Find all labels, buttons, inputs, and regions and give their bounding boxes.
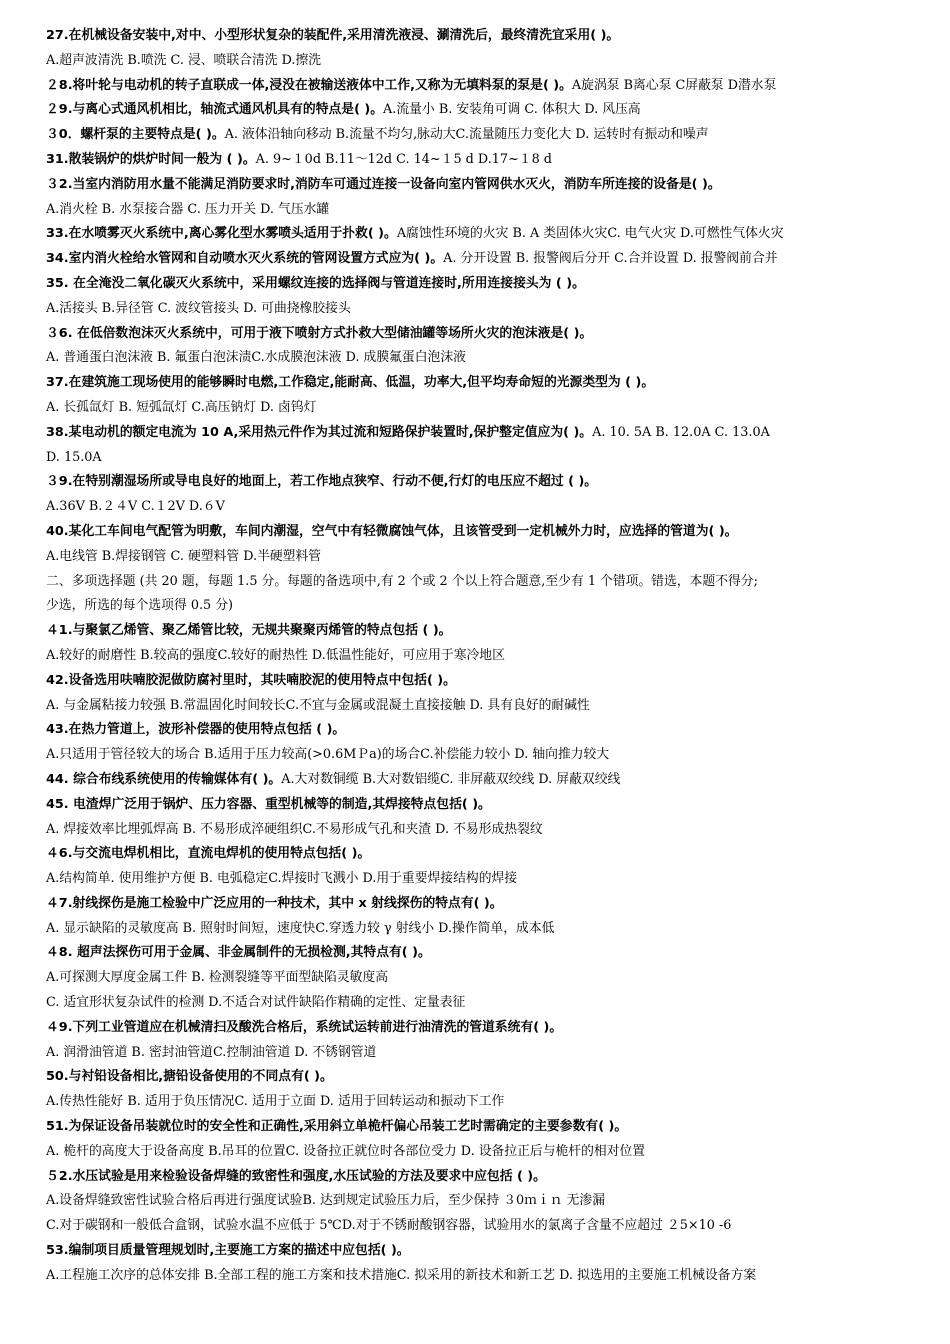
option-text: A. 10. 5A B. 12.0A C. 13.0A (592, 424, 770, 440)
text-line (46, 396, 912, 421)
question-text: ２8.将叶轮与电动机的转子直联成一体,浸没在被输送液体中工作,又称为无填料泵的泵是( )。 (46, 77, 572, 93)
text-line (46, 222, 912, 247)
text-line (46, 470, 912, 495)
option-text: A. 普通蛋白泡沫液 B. 氟蛋白泡沫渍C.水成膜泡沫液 D. 成膜氟蛋白泡沫液 (46, 350, 466, 366)
option-text: A. 液体沿轴向移动 B.流量不均匀,脉动大C.流量随压力变化大 D. 运转时有振动和噪声 (224, 127, 709, 143)
text-line (46, 1115, 912, 1140)
option-text: A.较好的耐磨性 B.较高的强度C.较好的耐热性 D.低温性能好，可应用于寒冷地区 (46, 647, 505, 663)
question-text: ４6.与交流电焊机相比，直流电焊机的使用特点包括( )。 (46, 846, 371, 862)
option-text: A. 9~１0d B.11～12d C. 14~１5 d D.17~１8 d (255, 151, 552, 167)
question-text: 50.与衬铅设备相比,搪铅设备使用的不同点有( )。 (46, 1069, 333, 1085)
option-text: A旋涡泵 B离心泵 C屏蔽泵 D潜水泵 (571, 77, 777, 93)
option-text: A. 桅杆的高度大于设备高度 B.吊耳的位置C. 设备拉正就位时各部位受力 D. 设备拉正后与桅杆的相对位置 (46, 1143, 646, 1159)
text-line (46, 793, 912, 818)
question-text: 40.某化工车间电气配管为明敷，车间内潮湿，空气中有轻微腐蚀气体，且该管受到一定机械外力时，应选择的管道为( )。 (46, 523, 738, 539)
text-line (46, 1264, 912, 1289)
option-text: A. 长孤氙灯 B. 短弧氙灯 C.高压钠灯 D. 卤钨灯 (46, 399, 317, 415)
question-text: ３2.当室内消防用水量不能满足消防要求时,消防车可通过连接一设备向室内管网供水灭火，消防车所连接的设备是( )。 (46, 176, 721, 192)
question-text: ４1.与聚氯乙烯管、聚乙烯管比较，无规共聚聚丙烯管的特点包括 ( )。 (46, 623, 452, 639)
text-line (46, 346, 912, 371)
option-text: A腐蚀性环境的火灾 B. A 类固体火灾C. 电气火灾 D.可燃性气体火灾 (396, 226, 784, 242)
option-text: A.可探测大厚度金属工件 B. 检测裂缝等平面型缺陷灵敏度高 (46, 970, 389, 986)
option-text: A.超声波清洗 B.喷洗 C. 浸、喷联合清洗 D.擦洗 (46, 52, 322, 68)
text-line (46, 123, 912, 148)
option-text: A.工程施工次序的总体安排 B.全部工程的施工方案和技术措施C. 拟采用的新技术和新工艺 D. 拟选用的主要施工机械设备方案 (46, 1267, 757, 1283)
text-line (46, 966, 912, 991)
text-line (46, 718, 912, 743)
text-line (46, 74, 912, 99)
text-line (46, 1189, 912, 1214)
text-line (46, 272, 912, 297)
text-line (46, 768, 912, 793)
text-line (46, 570, 912, 595)
text-line (46, 1041, 912, 1066)
text-line (46, 545, 912, 570)
text-line (46, 173, 912, 198)
text-line (46, 892, 912, 917)
text-line (46, 669, 912, 694)
text-line (46, 818, 912, 843)
text-line (46, 446, 912, 471)
question-text: ５2.水压试验是用来检验设备焊缝的致密性和强度,水压试验的方法及要求中应包括 ( )。 (46, 1168, 546, 1184)
question-text: 27.在机械设备安装中,对中、小型形状复杂的装配件,采用清洗液浸、涮清洗后，最终清洗宜采用( )。 (46, 28, 620, 43)
option-text: A.只适用于管径较大的场合 B.适用于压力较高(>0.6MＰa)的场合C.补偿能力较小 D. 轴向推力较大 (46, 747, 610, 763)
question-text: 37.在建筑施工现场使用的能够瞬时电燃,工作稳定,能耐高、低温，功率大,但平均寿命短的光源类型为 ( )。 (46, 375, 655, 391)
question-text: 43.在热力管道上，波形补偿器的使用特点包括 ( )。 (46, 722, 346, 738)
text-line (46, 1214, 912, 1239)
question-text: 44. 综合布线系统使用的传输媒体有( )。 (46, 771, 282, 787)
text-line (46, 644, 912, 669)
question-text: 45. 电渣焊广泛用于锅炉、压力容器、重型机械等的制造,其焊接特点包括( )。 (46, 796, 491, 812)
question-text: 38.某电动机的额定电流为 10 A,采用热元件作为其过流和短路保护装置时,保护整定值应为( )。 (46, 424, 593, 440)
question-text: 42.设备选用呋喃胶泥做防腐衬里时，其呋喃胶泥的使用特点中包括( )。 (46, 672, 456, 688)
text-line (46, 297, 912, 322)
option-text: A.传热性能好 B. 适用于负压情况C. 适用于立面 D. 适用于回转运动和振动下工作 (46, 1094, 505, 1110)
option-text: A. 显示缺陷的灵敏度高 B. 照射时间短，速度快C.穿透力较 γ 射线小 D.操作简单，成本低 (46, 920, 555, 936)
text-line (46, 198, 912, 223)
document-page (46, 24, 912, 1289)
option-text: C.对于碳钢和一般低合盒钢，试验水温不应低于 5℃D.对于不锈耐酸钢容器，试验用水的氯离子含量不应超过 ２5×10 -6 (46, 1218, 732, 1234)
option-text: A.大对数铜缆 B.大对数铝缆C. 非屏蔽双绞线 D. 屏蔽双绞线 (281, 771, 621, 787)
option-text: A. 润滑油管道 B. 密封油管道C.控制油管道 D. 不锈钢管道 (46, 1044, 377, 1060)
text-line (46, 520, 912, 545)
option-text: A.36V B.２４V C.１2V D.６V (46, 499, 225, 515)
text-line (46, 991, 912, 1016)
text-line (46, 619, 912, 644)
text-line (46, 842, 912, 867)
option-text: A.电线管 B.焊接钢管 C. 硬塑料管 D.半硬塑料管 (46, 548, 322, 564)
text-line (46, 24, 912, 49)
question-text: ４9.下列工业管道应在机械清扫及酸洗合格后，系统试运转前进行油清洗的管道系统有( )。 (46, 1019, 563, 1035)
text-line (46, 743, 912, 768)
text-line (46, 1065, 912, 1090)
option-text: 少选，所选的每个选项得 0.5 分) (46, 598, 234, 614)
text-line (46, 98, 912, 123)
question-text: ２9.与离心式通风机相比，轴流式通风机具有的特点是( )。 (46, 102, 384, 118)
text-line (46, 495, 912, 520)
text-line (46, 148, 912, 173)
question-text: 31.散装锅炉的烘炉时间一般为 ( )。 (46, 151, 256, 167)
question-text: ４8. 超声法探伤可用于金属、非金属制件的无损检测,其特点有( )。 (46, 945, 431, 961)
text-line (46, 594, 912, 619)
option-text: C. 适宜形状复杂试件的检测 D.不适合对试件缺陷作精确的定性、定量表征 (46, 995, 466, 1011)
question-text: ３6. 在低倍数泡沫灭火系统中，可用于液下喷射方式扑救大型储油罐等场所火灾的泡沫液是( )。 (46, 325, 593, 341)
option-text: A.流量小 B. 安装角可调 C. 体积大 D. 风压高 (383, 102, 641, 118)
text-line (46, 49, 912, 74)
question-text: 51.为保证设备吊装就位时的安全性和正确性,采用斜立单桅杆偏心吊装工艺时需确定的主要参数有( )。 (46, 1119, 628, 1135)
text-line (46, 1016, 912, 1041)
text-line (46, 371, 912, 396)
text-line (46, 1165, 912, 1190)
option-text: 二、多项选择题 (共 20 题，每题 1.5 分。每题的备选项中,有 2 个或 2 个以上符合题意,至少有 1 个错项。错选，本题不得分; (46, 573, 758, 589)
text-line (46, 917, 912, 942)
option-text: A. 焊接效率比埋弧焊高 B. 不易形成淬硬组织C.不易形成气孔和夹渣 D. 不易形成热裂纹 (46, 821, 543, 837)
text-line (46, 1090, 912, 1115)
text-line (46, 941, 912, 966)
option-text: A.消火栓 B. 水泵接合器 C. 压力开关 D. 气压水罐 (46, 201, 330, 217)
text-line (46, 867, 912, 892)
question-text: 34.室内消火栓给水管网和自动喷水灭火系统的管网设置方式应为( )。 (46, 251, 444, 267)
option-text: A. 与金属粘接力较强 B.常温固化时间较长C.不宜与金属或混凝土直接接触 D. 具有良好的耐碱性 (46, 697, 590, 713)
question-text: 33.在水喷雾灭火系统中,离心雾化型水雾喷头适用于扑救( )。 (46, 226, 397, 242)
option-text: A. 分开设置 B. 报警阀后分开 C.合并设置 D. 报警阀前合并 (443, 251, 778, 267)
question-text: ４7.射线探伤是施工检验中广泛应用的一种技术，其中 x 射线探伤的特点有( )。 (46, 895, 503, 911)
text-line (46, 694, 912, 719)
text-line (46, 1140, 912, 1165)
question-text: 35. 在全淹没二氧化碳灭火系统中，采用螺纹连接的选择阀与管道连接时,所用连接接头为 ( )。 (46, 275, 585, 291)
option-text: D. 15.0A (46, 449, 102, 465)
question-text: ３0．螺杆泵的主要特点是( )。 (46, 127, 225, 143)
option-text: A.活接头 B.异径管 C. 波纹管接头 D. 可曲挠橡胶接头 (46, 300, 351, 316)
question-text: ３9.在特别潮湿场所或导电良好的地面上，若工作地点狭窄、行动不便,行灯的电压应不超过 ( )。 (46, 474, 598, 490)
option-text: A.设备焊缝致密性试验合格后再进行强度试验B. 达到规定试验压力后，至少保持 ３0ｍｉｎ 无渗漏 (46, 1193, 606, 1209)
question-text: 53.编制项目质量管理规划时,主要施工方案的描述中应包括( )。 (46, 1243, 410, 1259)
text-line (46, 421, 912, 446)
text-line (46, 247, 912, 272)
option-text: A.结构简单. 使用维护方便 B. 电弧稳定C.焊接时飞溅小 D.用于重要焊接结构的焊接 (46, 871, 518, 887)
text-line (46, 1239, 912, 1264)
text-line (46, 322, 912, 347)
